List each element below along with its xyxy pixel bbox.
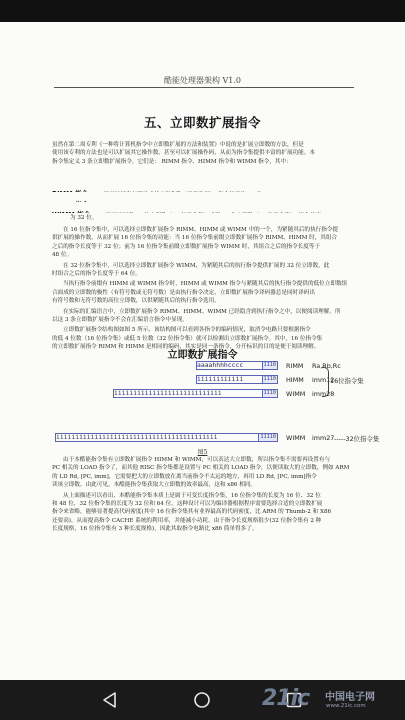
paragraph <box>52 308 370 325</box>
back-triangle-icon[interactable] <box>101 691 119 709</box>
encoding-bar-himm <box>196 375 278 384</box>
paragraph-line: 时组合之后的指令长度等于 64 位。 <box>52 271 141 278</box>
definition-himm <box>52 192 370 203</box>
encoding-bar-wimm-32 <box>55 433 278 442</box>
group-label-16bit: 16位指令集 <box>330 377 364 385</box>
closing-paragraphs <box>52 456 370 536</box>
intro-line: 虽然在第二周专利《一种将计算机指令中立即数扩展的方法和装置》中说的是扩展立即数的方法，但是 <box>52 142 304 148</box>
paragraph-line: 48 位。 <box>52 252 73 259</box>
paragraph-line: 供扩展的操作数，从而扩展 16 位指令集的功能：当 16 位指令集前缀立即数扩展指令 RIMM、HIMM 时，其组合 <box>52 235 338 242</box>
intro-line: 指令集定义 3 条立即数扩展指令，它们是： RIMM 指令、HIMM 指令和 WIMM 指令，其中： <box>52 158 292 165</box>
paragraph-line: 以这 3 条立即数扩展指令不会在汇编语言指令中显现。 <box>52 317 188 324</box>
group-brace <box>322 367 329 397</box>
paragraph-line: 之后的指令长度等于 32 位；前为 16 位指令集前缀立即数扩展指令 WIMM 时，其组合之后的指令长度等于 <box>52 243 321 250</box>
paragraph-line: 有符号数和无符号数的高位立即数，以供紧随其后的执行指令选用。 <box>52 298 220 305</box>
definition-wimm <box>52 202 370 213</box>
encoding-bits: aaaahhhhcccc <box>197 361 244 369</box>
paragraph-line: 的立即数扩展指令 RIMM 和 HIMM 是相同的编码，其实是同一条指令，分开标识的目的是便于阅读理解。 <box>52 344 320 351</box>
paragraph-line: 的低 4 位数（16 位指令集）或低 5 位数（32 位指令集）就可以检测出立即数扩展指令。其中，16 位指令集 <box>52 335 323 342</box>
paragraph-line: 和 48 位，32 位指令集的长度为 32 位和 64 位。这种设计可以为编译器根据程序需要选择合适的立即数扩展 <box>52 501 323 508</box>
encoding-opcode: 1110 <box>263 376 276 382</box>
encoding-bar-rimm <box>196 361 278 370</box>
paragraph <box>52 226 370 260</box>
paragraph-line: 合面成的立即数的极性（有符号数或无符号数）是由执行指令决定，立即数扩展指令译码器总是同时译码出 <box>52 289 315 296</box>
paragraph <box>52 262 370 279</box>
instruction-name: RIMM <box>286 362 304 370</box>
paragraph-line: 当执行指令前缀有 HIMM 或 WIMM 指令时，HIMM 或 WIMM 指令与紧随其后的执行指令提供的低位立即数组 <box>63 281 348 288</box>
instruction-operand: imm28 <box>312 390 335 398</box>
paragraph-line: 立即数扩展指令结构图如图 5 所示，该结构图可以看到各指令的编码情况，取消令电路只要根据指令 <box>63 327 311 334</box>
group-label-32bit: -----32位指令集 <box>334 435 380 443</box>
header-rule <box>54 87 354 88</box>
paragraph-line: PC 相关的 LOAD 指令了，而其他 RISC 指令集都是设置与 PC 相关的 LOAD 指令，以便读取大的立即数，例如 ARM <box>52 465 350 472</box>
encoding-opcode: 1110 <box>263 362 276 368</box>
paragraph <box>52 280 370 305</box>
instruction-operand: imm12 <box>312 376 335 384</box>
paragraph-line: 的 LD Rd, [PC, imm]，它需要把大的立即数放在离当前指令不太远的地方，再用 LD Rd, [PC, imm]指令 <box>52 473 317 480</box>
figure-title: 立即数扩展指令 <box>167 350 238 361</box>
encoding-bits: iiiiiiiiiiii <box>197 375 244 383</box>
paragraph-line: 指令来省略，能够显著提高代码密度(其中 16 位指令集其有业界最高的代码密度，比 ARM 的 Thumb-2 和 X86 <box>52 509 332 516</box>
paragraph <box>52 492 370 534</box>
watermark-site-name: 中国电子网 <box>325 692 375 703</box>
paragraph-line: 在实际的汇编语言中，立即数扩展指令 RIMM、HIMM、WIMM 已经隐含到执行指令之中，以便阅读理解。所 <box>63 308 341 315</box>
watermark-url: www.21ic.com <box>326 703 366 709</box>
section-title: 五、立即数扩展指令 <box>143 115 261 130</box>
instruction-operand: Ra,Rb,Rc <box>312 362 341 370</box>
paragraph-line: 从上面描述可以看出，本酷能指令集本质上是属于可变长度指令集，16 位指令集的长度为 16 位、32 位 <box>63 492 321 499</box>
paragraph <box>52 456 370 490</box>
paragraph-line: 读该立即数。由此可见，本酷能指令集获取大立即数的效率最高，这和 x86 相同。 <box>52 482 257 489</box>
watermark-logo: 21ic <box>262 686 310 711</box>
body-paragraphs <box>52 226 370 354</box>
definition-rimm <box>52 181 370 192</box>
intro-paragraph <box>52 141 370 166</box>
instruction-name: HIMM <box>286 376 304 384</box>
paragraph-line: 由于本酷能指令集有立即数扩展指令 HIMM 和 WIMM，可以表达大立即数，所以指令集不需要再设置有与 <box>63 457 331 463</box>
definition-wimm-tail: 为 32 位。 <box>70 214 98 221</box>
encoding-bits: iiiiiiiiiiiiiiiiiiiiiiiiiiiiiiiiiiiiiiiiii <box>56 433 218 441</box>
instruction-operand: imm27 <box>312 434 335 442</box>
instruction-definitions <box>52 181 370 222</box>
home-circle-icon[interactable] <box>193 691 211 709</box>
encoding-bits: iiiiiiiiiiiiiiiiiiiiiiiiiiii <box>114 389 222 397</box>
encoding-opcode: 1110 <box>263 390 276 396</box>
instruction-name: WIMM <box>286 434 306 442</box>
instruction-name: WIMM <box>286 390 306 398</box>
paragraph-line: 还要高)，从而提高指令 CACHE 系统的利用率，并能减小功耗。由于指令长度规格很少(32 位指令集有 2 种 <box>52 517 322 524</box>
definition-term <box>52 211 90 213</box>
running-header: 酷能处理器架构 V1.0 <box>163 76 242 85</box>
status-bar <box>0 0 405 22</box>
paragraph-line: 在 16 位指令集中，可以选择立即数扩展指令 RIMM、HIMM 或 WIMM 中的一个，为紧随其后的执行指令提 <box>63 227 338 233</box>
encoding-opcode: 11110 <box>260 434 276 440</box>
encoding-bar-wimm-16 <box>113 389 278 398</box>
figure-caption: 图5 <box>197 449 208 456</box>
intro-line: 使用该专利的方法也是可以扩展其它操作数，甚至可以扩展操作码，从而为指令集提供丰富的扩展功能。本 <box>52 150 315 157</box>
paragraph-line: 在 32 位指令集中，可以选择立即数扩展指令 WIMM，为紧随其后的执行指令提供扩展的 32 位立即数，此 <box>63 262 330 269</box>
paragraph-line: 长度规格，16 位指令集有 3 种长度规格)，因此其取指令电路比 x86 简单得多了。 <box>52 526 258 533</box>
